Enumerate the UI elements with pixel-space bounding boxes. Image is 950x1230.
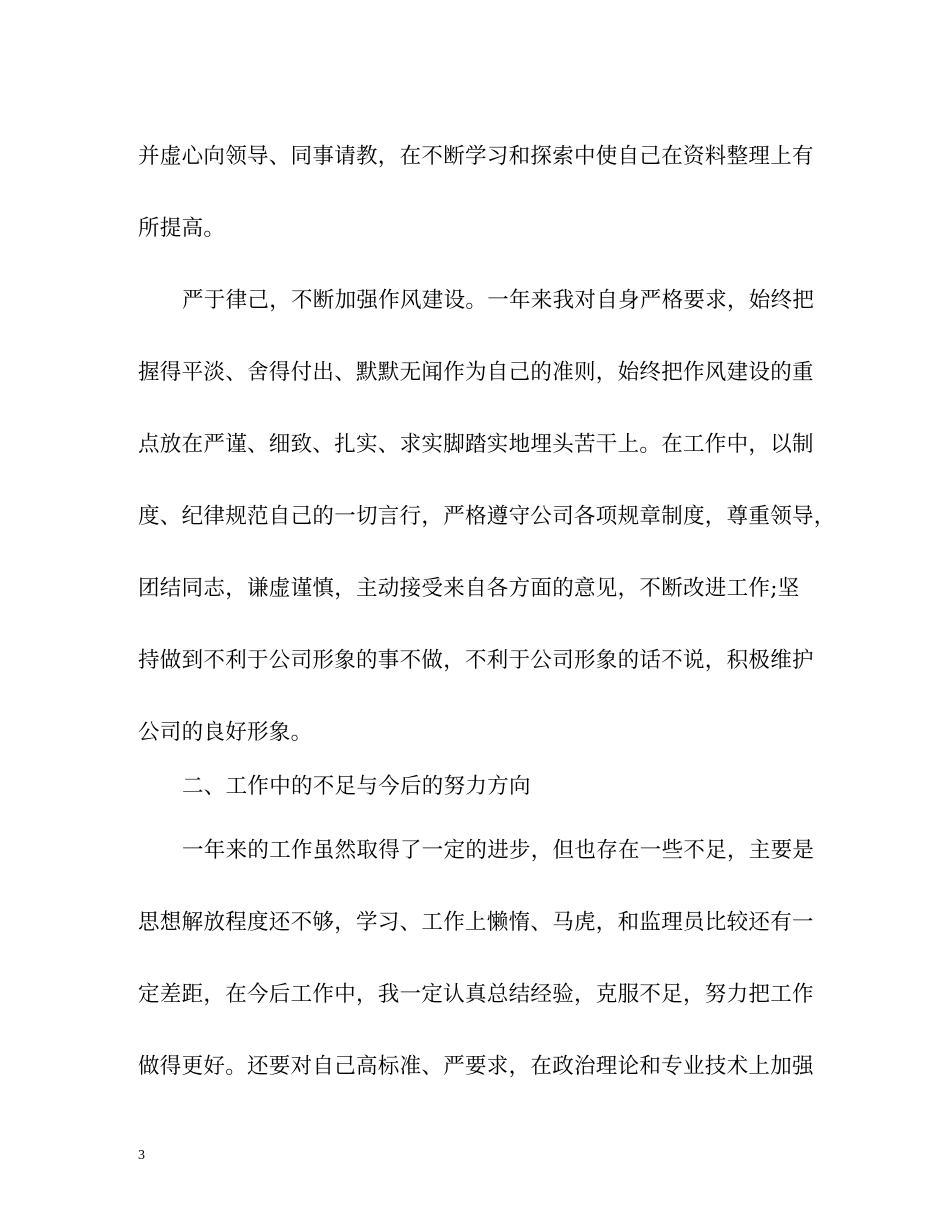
- text-line: 度、纪律规范自己的一切言行，严格遵守公司各项规章制度，尊重领导，: [138, 504, 836, 529]
- text-line: 点放在严谨、细致、扎实、求实脚踏实地埋头苦干上。在工作中，以制: [138, 432, 814, 457]
- paragraph-start-line: 严于律己，不断加强作风建设。一年来我对自身严格要求，始终把: [182, 288, 815, 313]
- section-heading: 二、工作中的不足与今后的努力方向: [182, 774, 531, 799]
- text-line: 做得更好。还要对自己高标准、严要求，在政治理论和专业技术上加强: [138, 1054, 814, 1079]
- text-line: 思想解放程度还不够，学习、工作上懒惰、马虎，和监理员比较还有一: [138, 910, 814, 935]
- page-number: 3: [138, 1148, 145, 1163]
- paragraph-start-line: 一年来的工作虽然取得了一定的进步，但也存在一些不足，主要是: [182, 838, 815, 863]
- text-line: 定差距，在今后工作中，我一定认真总结经验，克服不足，努力把工作: [138, 982, 814, 1007]
- text-line: 并虚心向领导、同事请教，在不断学习和探索中使自己在资料整理上有: [138, 144, 814, 169]
- text-line: 团结同志，谦虚谨慎，主动接受来自各方面的意见，不断改进工作;坚: [138, 576, 800, 601]
- text-line: 持做到不利于公司形象的事不做，不利于公司形象的话不说，积极维护: [138, 648, 814, 673]
- text-line: 握得平淡、舍得付出、默默无闻作为自己的准则，始终把作风建设的重: [138, 360, 814, 385]
- text-line: 所提高。: [138, 216, 226, 241]
- text-line: 公司的良好形象。: [138, 720, 313, 745]
